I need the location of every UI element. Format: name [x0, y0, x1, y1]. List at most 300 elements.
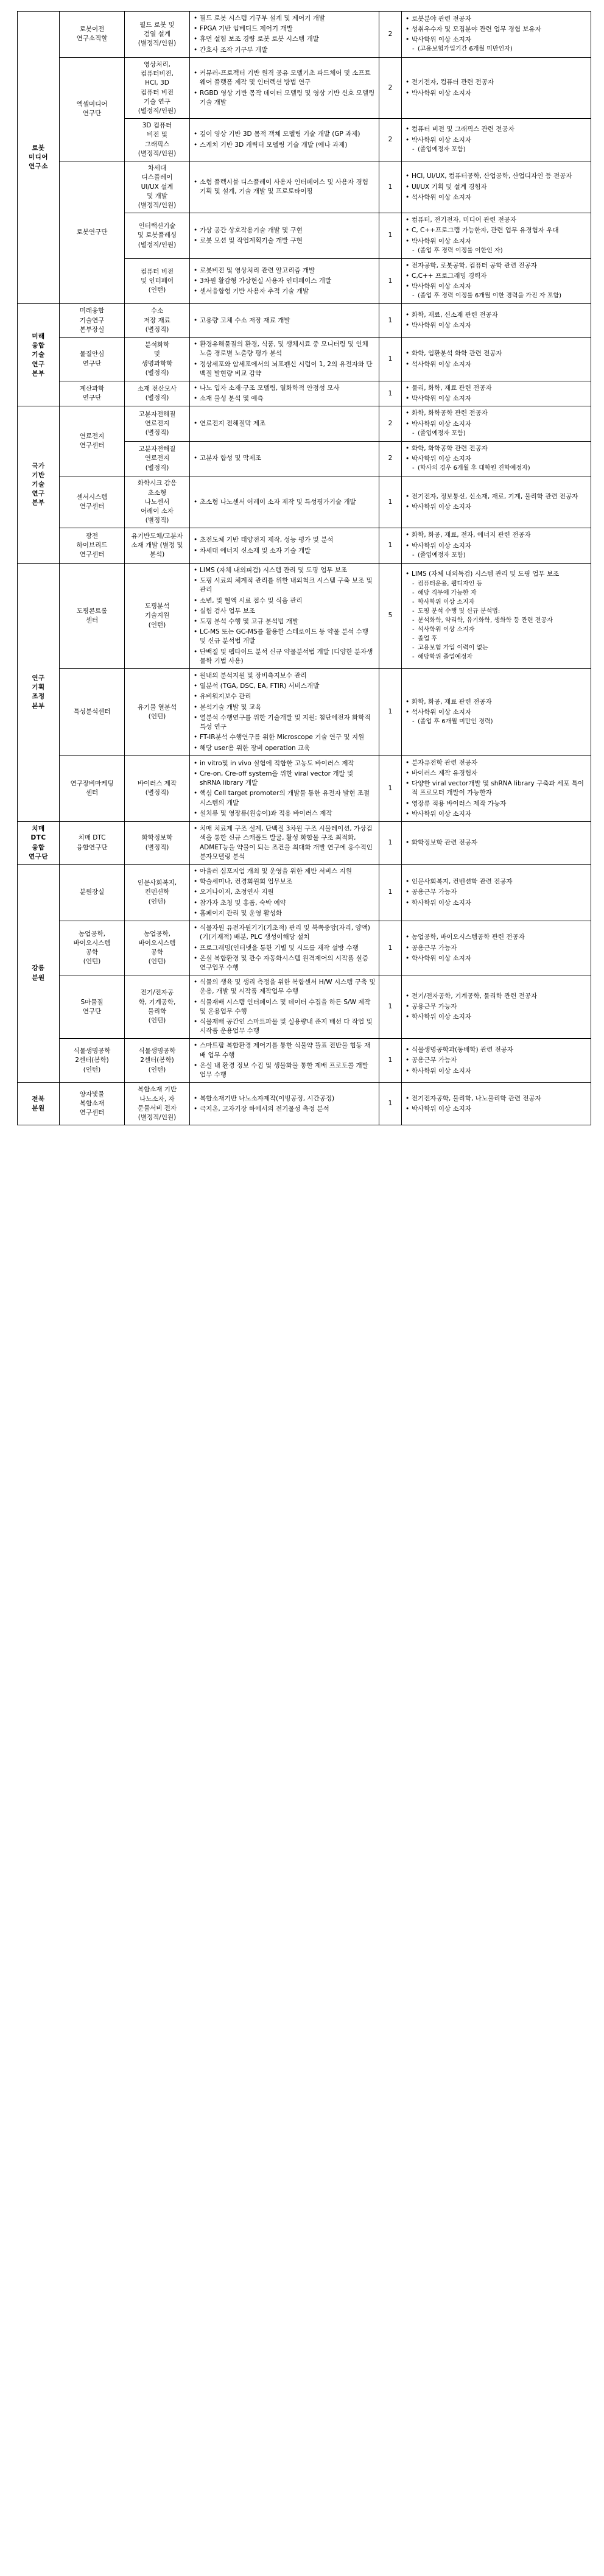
- text-line: 미디어: [29, 154, 48, 161]
- text-line: 디스플레이: [141, 174, 173, 182]
- list-item: • 박사학위 이상 소지자 - (학사의 경우 6개월 후 대학원 진학예정자): [405, 455, 588, 473]
- duty-cell: [190, 822, 379, 865]
- text-line: 물리학: [147, 1007, 167, 1015]
- text-line: 3D 컴퓨터: [142, 122, 172, 130]
- qualification-cell: [402, 476, 591, 528]
- department-cell: [60, 864, 125, 921]
- text-line: 분원장실: [79, 888, 105, 896]
- headcount-cell: 1: [379, 975, 402, 1039]
- sub-list-item: - (학사의 경우 6개월 후 대학원 진학예정자): [412, 464, 588, 473]
- duty-cell: [190, 1039, 379, 1083]
- list-item: • 분석기술 개발 및 교육: [193, 703, 376, 712]
- sub-list-item: - (졸업 후 경력 이정률 이한인 자): [412, 247, 588, 255]
- text-line: 농업공학,: [144, 930, 170, 938]
- text-line: (별정직/인원): [138, 149, 177, 157]
- duty-cell: [190, 213, 379, 259]
- headcount-cell: 5: [379, 563, 402, 668]
- text-line: 농업공학,: [79, 930, 105, 938]
- text-line: 연구단: [82, 394, 102, 402]
- list-item: • 고용량 고체 수소 저장 재료 개발: [193, 316, 376, 325]
- text-line: 조정: [32, 693, 45, 701]
- sub-list-item: - 고용보험 가입 이력이 없는: [412, 644, 588, 653]
- text-line: HCI, 3D: [145, 79, 169, 87]
- table-row: [18, 12, 591, 58]
- list-item: • 홈페이지 관리 및 운영 활성화: [193, 909, 376, 918]
- text-line: 공학: [150, 949, 164, 957]
- duty-cell: [190, 338, 379, 381]
- text-line: 필드 로봇 및: [139, 21, 175, 29]
- list-item: • 전기전자공학, 물리학, 나노물리학 관련 전공자: [405, 1094, 588, 1103]
- headcount-cell: 1: [379, 755, 402, 821]
- text-line: 강릉: [32, 964, 45, 972]
- table-row: [18, 304, 591, 338]
- headcount-cell: 1: [379, 476, 402, 528]
- text-line: (인턴): [83, 1066, 101, 1074]
- text-line: 광전: [85, 532, 99, 540]
- list-item: • 컴퓨터, 전기전자, 미디어 관련 전공자: [405, 216, 588, 225]
- text-line: (인턴): [83, 958, 101, 966]
- text-line: 컴퓨터비전,: [140, 70, 174, 78]
- field-cell: [125, 338, 190, 381]
- text-line: 센서시스템: [76, 494, 108, 501]
- qualification-cell: [402, 669, 591, 756]
- list-item: • 도핑 시료의 체계적 관리를 위한 내외척크 시스템 구축 보조 및 관리: [193, 576, 376, 595]
- department-cell: [60, 57, 125, 161]
- headcount-cell: 2: [379, 12, 402, 58]
- text-line: 기술지원: [144, 612, 170, 620]
- list-item: • 열분석 수행연구를 위한 기술개발 및 지원: 첨단에전자 화학적 특성 연구: [193, 713, 376, 732]
- text-line: 고분자전해질: [138, 445, 176, 453]
- sub-list-item: - 석사학위 이상 소지자: [412, 626, 588, 634]
- list-item: • 석사학위 이상 소지자 - (졸업 후 6개월 미만인 경력): [405, 708, 588, 726]
- text-line: 어레이 소자: [140, 507, 174, 515]
- org-cell: [18, 304, 60, 406]
- list-item: • 소형 플렉시블 디스플레이 사용자 인터페이스 및 사용자 경험 기획 및 설계, 기술 개발 및 프로토타이핑: [193, 178, 376, 196]
- text-line: 본부: [32, 702, 45, 710]
- text-line: UI/UX 설계: [141, 183, 174, 191]
- text-line: (별정직): [145, 325, 169, 333]
- text-line: 본부: [32, 369, 45, 377]
- text-line: (별정직): [145, 464, 169, 472]
- table-row: [18, 338, 591, 381]
- list-item: • 박사학위 이상 소지자: [405, 810, 588, 819]
- duty-cell: [190, 119, 379, 161]
- field-cell: [125, 669, 190, 756]
- field-cell: [125, 921, 190, 975]
- field-cell: [125, 563, 190, 668]
- list-item: • 아울러 심포지엄 개최 및 운영을 위한 제반 서비스 지원: [193, 867, 376, 876]
- text-line: 연구: [32, 490, 45, 498]
- sub-list-item: - 도핑 분석 수행 및 신규 분석법:: [412, 607, 588, 616]
- text-line: 화학시크 감응: [137, 479, 177, 487]
- list-item: • 공용근무 가능자: [405, 1056, 588, 1065]
- text-line: 분석화학: [144, 341, 170, 349]
- text-line: 연구센터: [79, 551, 105, 559]
- list-item: • 영장류 적용 바이러스 제작 가능자: [405, 799, 588, 809]
- sub-list-item: - 해당학위 졸업예정자: [412, 653, 588, 662]
- list-item: • 유비워지보수 관리: [193, 692, 376, 701]
- table-row: [18, 755, 591, 821]
- list-item: • 핵심 Cell target promoter의 개발물 통한 유전자 발현 조절 시스템의 개발: [193, 789, 376, 807]
- text-line: 센터: [85, 616, 99, 624]
- headcount-cell: 2: [379, 57, 402, 118]
- qualification-cell: [402, 406, 591, 441]
- sub-list-item: - 졸업 후: [412, 635, 588, 643]
- text-line: 기술: [32, 481, 45, 489]
- duty-cell: [190, 258, 379, 304]
- text-line: (별정직): [145, 843, 169, 851]
- org-cell: [18, 12, 60, 304]
- department-cell: [60, 921, 125, 975]
- list-item: • 프로그래밍(인터넷을 통한 기별 및 시도를 재작 설방 수행: [193, 944, 376, 953]
- text-line: 화학정보학: [141, 834, 173, 842]
- text-line: 및 로봇플레싱: [137, 232, 177, 239]
- list-item: • 실험 검사 업무 보조: [193, 607, 376, 616]
- table-row: [18, 1083, 591, 1125]
- list-item: • 학사학위 이상 소지자: [405, 1067, 588, 1076]
- list-item: • LC-MS 또는 GC-MS를 활용한 스테로이드 등 약물 분석 수행 및 신규 분석법 개발: [193, 628, 376, 646]
- department-cell: [60, 528, 125, 563]
- qualification-cell: [402, 1083, 591, 1125]
- text-line: 계산과학: [79, 385, 105, 392]
- list-item: • 깊이 영상 기반 3D 몸적 객체 모델링 기술 개발 (GP 과제): [193, 130, 376, 139]
- text-line: 연구장비마케팅: [70, 780, 114, 788]
- text-line: 생명과학학: [141, 359, 173, 367]
- text-line: 그래픽스: [144, 140, 170, 148]
- list-item: • 커뮤러-프로젝터 기반 원격 공유 모델기초 파드체어 및 소프트웨어 플랫폼 제작 및 인터렉션 방법 연구: [193, 69, 376, 87]
- duty-cell: [190, 669, 379, 756]
- list-item: • 가상 공간 상호작용기술 개발 및 구현: [193, 226, 376, 235]
- text-line: (인턴): [148, 1066, 166, 1074]
- text-line: 특성분석센터: [73, 708, 111, 716]
- text-line: 본부장실: [79, 325, 105, 333]
- duty-cell: [190, 161, 379, 213]
- text-line: 연구단: [29, 852, 48, 860]
- list-item: • 컴퓨터 비전 및 그래픽스 관련 전공자: [405, 125, 588, 134]
- text-line: 국가: [32, 462, 45, 470]
- field-cell: [125, 864, 190, 921]
- list-item: • 초소형 나노센서 어레이 소자 제작 및 특성평가기술 개발: [193, 498, 376, 507]
- list-item: • 전기전자, 정보통신, 신소재, 재료, 기계, 물리학 관련 전공자: [405, 492, 588, 501]
- list-item: • 간호사 조작 기구부 개발: [193, 46, 376, 55]
- department-cell: [60, 12, 125, 58]
- qualification-cell: [402, 755, 591, 821]
- list-item: • 온실 내 환경 정보 수집 및 생물화물 통한 제배 프로토콜 개발 업무 수행: [193, 1061, 376, 1080]
- table-row: [18, 528, 591, 563]
- list-item: • 소변, 및 혈액 시료 접수 및 식음 관리: [193, 596, 376, 606]
- text-line: 미래: [32, 332, 45, 340]
- text-line: (별정직): [145, 789, 169, 797]
- qualification-cell: [402, 258, 591, 304]
- list-item: • in vitro및 in vivo 실험에 적합한 고농도 바이러스 제작: [193, 759, 376, 768]
- sub-list-item: - 컴퓨터운용, 웹디자인 등: [412, 580, 588, 589]
- list-item: • UI/UX 기획 및 설계 경험자: [405, 183, 588, 192]
- text-line: 분원: [32, 974, 45, 982]
- field-cell: [125, 258, 190, 304]
- text-line: 연료전지: [144, 420, 170, 428]
- sub-list-item: - (졸업 후 6개월 미만인 경력): [412, 718, 588, 726]
- list-item: • Cre-on, Cre-off system을 위한 viral vector 개발 및 shRNA library 개발: [193, 770, 376, 788]
- list-item: • 정상세포와 암세포에서의 뇌포펜신 시럽이 1, 2의 유전자와 단백질 발현량 비교 감약: [193, 360, 376, 378]
- list-item: • 극저온, 고자기장 하에서의 전기물성 측정 분석: [193, 1105, 376, 1114]
- text-line: 융합: [32, 342, 45, 350]
- headcount-cell: 1: [379, 921, 402, 975]
- list-item: • LIMS (자체 내외독검) 시스템 관리 및 도핑 업무 보조 - 컴퓨터운용, 웹디자인 등 - 해당 직무에 가능한 자 - 학사학위 이상 소지자 - 도핑 분석 수행 및 신규 분석법: - 분석화학, 약리학, 유기화학, 생화학 등 관련 전공자 - 석사학위 이상 소지자 - 졸업 후 - 고용보험 가입 이력이 없는 - 해당학위 졸업예정자: [405, 570, 588, 661]
- text-line: 복합소재 기반: [137, 1086, 177, 1094]
- table-row: [18, 864, 591, 921]
- list-item: • 고분자 합성 및 막제조: [193, 454, 376, 463]
- text-line: 공학: [85, 949, 99, 957]
- text-line: 치매 DTC: [78, 834, 106, 842]
- text-line: 인터랙션기술: [138, 222, 176, 230]
- list-item: • 복합소재기반 나노소자제작(이빙공정, 시간공정): [193, 1094, 376, 1103]
- qualification-cell: [402, 161, 591, 213]
- headcount-cell: 1: [379, 669, 402, 756]
- qualification-cell: [402, 563, 591, 668]
- list-item: • 단백질 및 펩타이드 분석 신규 약물분석법 개발 (디양한 분자생물학 기법 사용): [193, 648, 376, 666]
- qualification-cell: [402, 975, 591, 1039]
- list-item: • 박사학위 이상 소지자 - (졸업예정자 포함): [405, 542, 588, 560]
- sub-list-item: - 분석화학, 약리학, 유기화학, 생화학 등 관련 전공자: [412, 617, 588, 625]
- text-line: 연구소직할: [76, 35, 108, 43]
- list-item: • 로봇 모션 및 작업계획기술 개발 구현: [193, 236, 376, 246]
- qualification-cell: [402, 338, 591, 381]
- recruitment-table-page: [0, 0, 604, 1140]
- list-item: • 학사학위 이상 소지자: [405, 1013, 588, 1022]
- list-item: • 물리, 화학, 재료 관련 전공자: [405, 384, 588, 393]
- field-cell: [125, 406, 190, 441]
- list-item: • 소재 물성 분석 및 예측: [193, 394, 376, 403]
- text-line: 소재 전산모사: [137, 385, 177, 392]
- duty-cell: [190, 563, 379, 668]
- duty-cell: [190, 528, 379, 563]
- text-line: 2센터(봉학): [140, 1056, 174, 1064]
- list-item: • 인문사회복지, 컨벤션학 관련 전공자: [405, 877, 588, 886]
- text-line: 연료전지: [79, 433, 105, 441]
- list-item: • 화학, 화공, 재료 관련 전공자: [405, 698, 588, 707]
- list-item: • 전자공학, 로봇공학, 컴퓨터 공학 관련 전공자: [405, 261, 588, 271]
- duty-cell: [190, 1083, 379, 1125]
- list-item: • 박사학위 이상 소지자: [405, 394, 588, 403]
- list-item: • 석사학위 이상 소지자: [405, 360, 588, 369]
- qualification-cell: [402, 441, 591, 476]
- list-item: • 설치류 및 영장류(원숭이)과 적용 바이러스 제작: [193, 809, 376, 818]
- duty-cell: [190, 57, 379, 118]
- headcount-cell: 2: [379, 441, 402, 476]
- qualification-cell: [402, 822, 591, 865]
- table-row: [18, 406, 591, 441]
- duty-cell: [190, 864, 379, 921]
- text-line: 융합연구단: [76, 843, 108, 851]
- list-item: • 치매 치료제 구조 설계, 단백질 3차원 구조 시물레이션, 가상검색을 통한 신규 스캐폴드 발굴, 활성 화합물 구조 최적화, ADMET능을 약물이 되는 조건을 최대화 개발 연구에 응수적인 분자모델링 분석: [193, 824, 376, 862]
- text-line: 기술: [32, 351, 45, 359]
- text-line: (별정직): [145, 429, 169, 437]
- list-item: • 식물자원 유전자원기기(기초적) 관리 및 북쪽중앙(자리, 양액)(기(기재적) 배분, PLC 생성이해당 설치: [193, 924, 376, 942]
- list-item: • 환경유해물질의 환경, 식품, 및 생체시료 중 모니터링 및 인체 노출 경로별 노출량 평가 분석: [193, 340, 376, 358]
- text-line: 식물생명공학: [73, 1047, 111, 1055]
- text-line: 로봇: [32, 144, 45, 152]
- text-line: 기반: [32, 471, 45, 479]
- list-item: • FPGA 기반 임베디드 제어기 개발: [193, 24, 376, 34]
- headcount-cell: 1: [379, 213, 402, 259]
- text-line: (별정직): [145, 369, 169, 377]
- department-cell: [60, 381, 125, 406]
- qualification-cell: [402, 921, 591, 975]
- text-line: 연구단: [82, 110, 102, 118]
- text-line: 기술 연구: [144, 97, 170, 105]
- list-item: • 오거나이저, 초정연사 지원: [193, 888, 376, 897]
- text-line: 연구소: [29, 163, 48, 171]
- list-item: • 박사학위 이상 소지자: [405, 321, 588, 330]
- field-cell: [125, 119, 190, 161]
- text-line: 및: [153, 350, 161, 358]
- field-cell: [125, 822, 190, 865]
- text-line: 기획: [32, 684, 45, 692]
- list-item: • LIMS (자체 내외피검) 시스템 관리 및 도핑 업무 보조: [193, 566, 376, 575]
- text-line: 초소형: [147, 489, 167, 497]
- text-line: 로봇이전: [79, 26, 105, 34]
- text-line: 치매: [32, 825, 45, 833]
- list-item: • C, C++프로그램 가능한자, 관련 업무 유경험자 우대: [405, 226, 588, 235]
- text-line: 물질안심: [79, 350, 105, 358]
- sub-list-item: - (졸업 후 경력 이정률 6개월 이한 경력을 가진 자 포함): [412, 292, 588, 300]
- list-item: • 식물생명공학과(동배학) 관련 전공자: [405, 1046, 588, 1055]
- text-line: (인턴): [148, 958, 166, 966]
- list-item: • 공용근무 가능자: [405, 944, 588, 953]
- list-item: • 해당 user용 위한 장비 operation 교육: [193, 744, 376, 753]
- list-item: • 화학, 화학공학 관련 전공자: [405, 409, 588, 418]
- duty-cell: [190, 921, 379, 975]
- headcount-cell: 1: [379, 338, 402, 381]
- list-item: • 박사학위 이상 소지자 - (졸업 후 경력 이정률 이한인 자): [405, 237, 588, 255]
- list-item: • 박사학위 이상 소지자 - (졸업예정자 포함): [405, 420, 588, 438]
- text-line: 연구센터: [79, 1109, 105, 1117]
- org-cell: [18, 406, 60, 563]
- list-item: • 센서융합형 기반 사용자 추적 기술 개발: [193, 287, 376, 296]
- headcount-cell: 1: [379, 1039, 402, 1083]
- list-item: • 학술세미나, 컨경회원회 업무보조: [193, 877, 376, 886]
- text-line: 도핑분석: [144, 603, 170, 610]
- text-line: 전북: [32, 1095, 45, 1103]
- list-item: • 다양한 viral vector개발 및 shRNA library 구축과 세포 특이적 프로모터 개발이 가능한자: [405, 779, 588, 798]
- table-row: [18, 161, 591, 213]
- list-item: • 화학정보학 관련 전공자: [405, 838, 588, 847]
- list-item: • 전기/전자공학, 기계공학, 물리학 관련 전공자: [405, 992, 588, 1001]
- text-line: 기술연구: [79, 316, 105, 324]
- department-cell: [60, 476, 125, 528]
- list-item: • 바이러스 제작 유경험자: [405, 769, 588, 778]
- duty-cell: [190, 12, 379, 58]
- department-cell: [60, 975, 125, 1039]
- field-cell: [125, 213, 190, 259]
- headcount-cell: 2: [379, 406, 402, 441]
- field-cell: [125, 476, 190, 528]
- text-line: 검열 설계: [144, 30, 170, 38]
- text-line: 나노소자, 자: [139, 1095, 175, 1103]
- text-line: 컨텐션학: [144, 888, 170, 896]
- list-item: • 박사학위 이상 소지자: [405, 1105, 588, 1114]
- department-cell: [60, 161, 125, 304]
- table-row: [18, 822, 591, 865]
- field-cell: [125, 528, 190, 563]
- headcount-cell: 1: [379, 381, 402, 406]
- text-line: (별정직/인원): [138, 40, 177, 48]
- text-line: (별정직/인원): [138, 241, 177, 249]
- text-line: 바이러스 제작: [137, 780, 177, 788]
- text-line: 바이오시스템: [138, 939, 176, 947]
- headcount-cell: 1: [379, 304, 402, 338]
- text-line: 2센터(봉학): [75, 1056, 109, 1064]
- text-line: 연구단: [82, 359, 102, 367]
- text-line: 및 개발: [147, 192, 167, 200]
- field-cell: [125, 161, 190, 213]
- text-line: (인턴): [148, 286, 166, 294]
- list-item: • 식물재배 시스템 인터페이스 및 데이터 수집을 하든 S/W 제작 및 운용업무 수행: [193, 998, 376, 1016]
- text-line: 센터: [85, 789, 99, 797]
- duty-cell: [190, 441, 379, 476]
- text-line: 영상처리,: [144, 60, 170, 68]
- text-line: 연구: [32, 360, 45, 368]
- field-cell: [125, 755, 190, 821]
- list-item: • 로봇분야 관련 전공자: [405, 15, 588, 24]
- headcount-cell: 2: [379, 119, 402, 161]
- text-line: (별정직/인원): [138, 107, 177, 115]
- qualification-cell: [402, 119, 591, 161]
- list-item: • 박사학위 이상 소지자 - (졸업 후 경력 이정률 6개월 이한 경력을 가진 자 포함): [405, 282, 588, 300]
- list-item: • 학사학위 이상 소지자: [405, 899, 588, 908]
- qualification-cell: [402, 12, 591, 58]
- qualification-cell: [402, 1039, 591, 1083]
- text-line: (인턴): [148, 621, 166, 629]
- text-line: 연구센터: [79, 442, 105, 450]
- list-item: • 화학, 화학공학 관련 전공자: [405, 444, 588, 453]
- text-line: DTC: [30, 834, 46, 842]
- field-cell: [125, 12, 190, 58]
- qualification-cell: [402, 304, 591, 338]
- list-item: • 스케치 기반 3D 캐릭터 모델링 기술 개발 (에나 과제): [193, 141, 376, 150]
- text-line: 유기반도체/고분자 소재 개발 (별정 및 분석): [131, 532, 183, 559]
- table-row: [18, 381, 591, 406]
- department-cell: [60, 304, 125, 338]
- list-item: • 온실 복합환경 및 관수 자동화시스템 원격제어의 시작품 실증 연구업무 수행: [193, 954, 376, 972]
- duty-cell: [190, 755, 379, 821]
- department-cell: [60, 1083, 125, 1125]
- text-line: 전기/전자공: [140, 989, 174, 997]
- sub-list-item: - (졸업예정자 포함): [412, 146, 588, 154]
- department-cell: [60, 1039, 125, 1083]
- text-line: (인턴): [148, 1017, 166, 1025]
- list-item: • 공용근무 가능자: [405, 888, 588, 897]
- list-item: • HCI, UI/UX, 컴퓨터공학, 산업공학, 산업디자인 등 전공자: [405, 172, 588, 181]
- text-line: 엑셀미디어: [76, 101, 108, 108]
- org-cell: [18, 1083, 60, 1125]
- text-line: (별정직): [145, 517, 169, 525]
- list-item: • 분자유전학 관련 전공자: [405, 759, 588, 768]
- table-row: [18, 921, 591, 975]
- text-line: (별정직/인원): [138, 201, 177, 209]
- text-line: 양자빛물: [79, 1090, 105, 1098]
- sub-list-item: - (졸업예정자 포함): [412, 430, 588, 438]
- department-cell: [60, 822, 125, 865]
- duty-cell: [190, 406, 379, 441]
- list-item: • 성취우수자 및 모집분야 관련 업무 경험 보유자: [405, 25, 588, 34]
- list-item: • 화학, 재료, 신소재 관련 전공자: [405, 311, 588, 320]
- headcount-cell: 1: [379, 528, 402, 563]
- headcount-cell: 1: [379, 258, 402, 304]
- text-line: 및 인터페어: [140, 277, 174, 285]
- list-item: • 열분석 (TGA, DSC, EA, FTIR) 서비스개발: [193, 682, 376, 691]
- text-line: 바이오시스템: [73, 939, 111, 947]
